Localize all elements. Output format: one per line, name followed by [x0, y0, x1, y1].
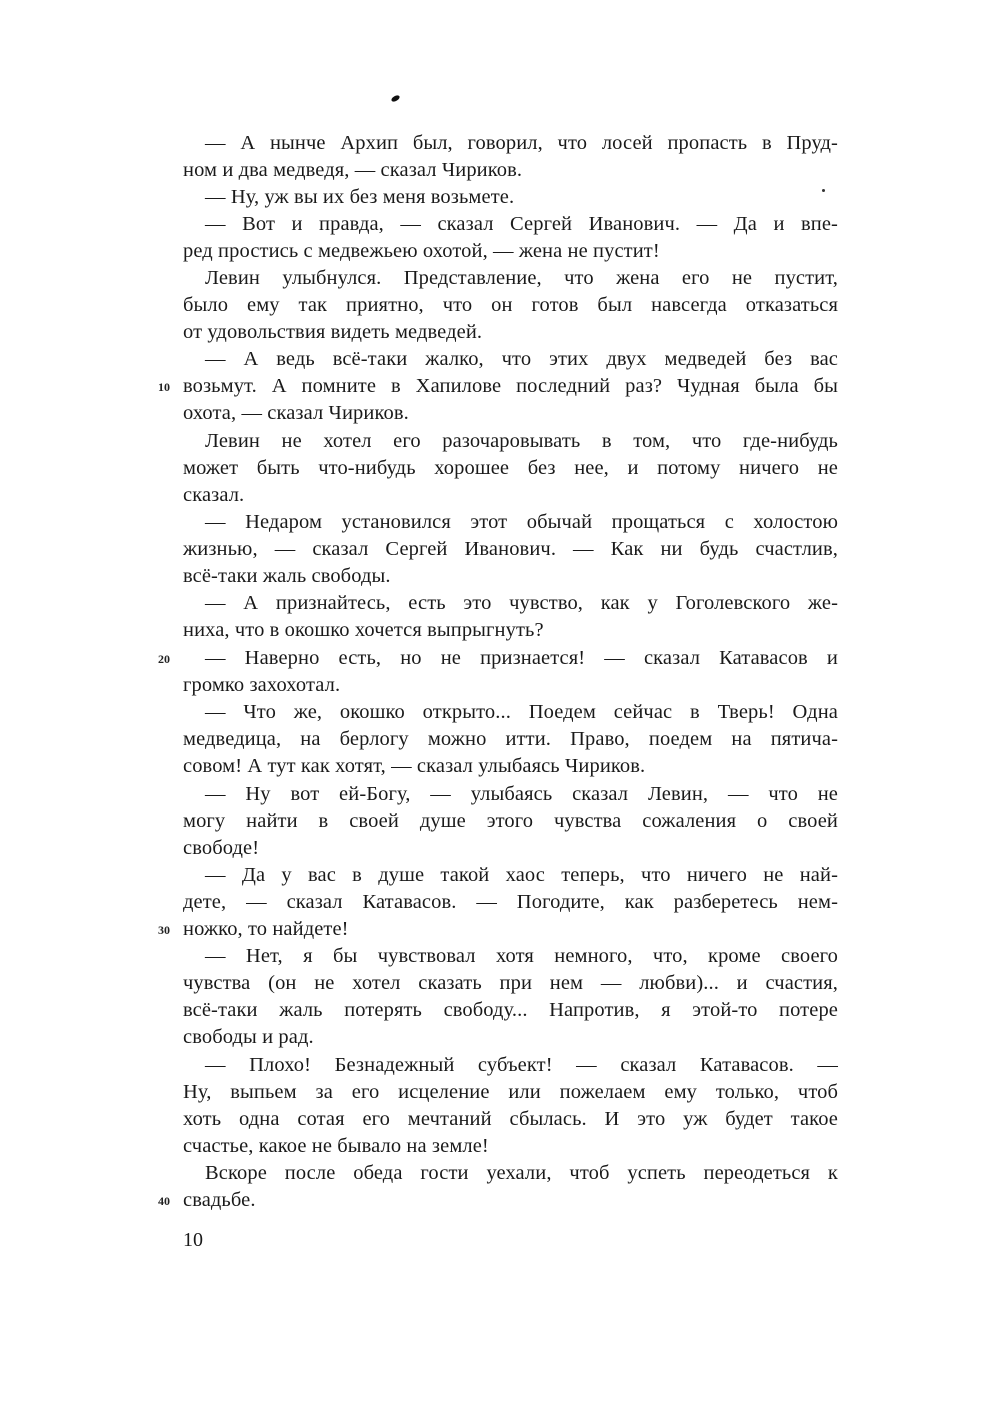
- text-line: — А нынче Архип был, говорил, что лосей пропасть в Пруд-: [205, 132, 838, 154]
- text-line: от удовольствия видеть медведей.: [183, 321, 483, 343]
- text-line: — Недаром установился этот обычай прощаться с холостою: [205, 511, 838, 533]
- text-line: может быть что-нибудь хорошее без нее, и потому ничего не: [183, 457, 838, 479]
- text-line: счастье, какое не бывало на земле!: [183, 1135, 489, 1157]
- text-line: ниха, что в окошко хочется выпрыгнуть?: [183, 619, 544, 641]
- line-number-marker: 40: [158, 1194, 170, 1208]
- text-line: могу найти в своей душе этого чувства сожаления о своей: [183, 810, 838, 832]
- text-line: — Что же, окошко открыто... Поедем сейчас в Тверь! Одна: [205, 701, 838, 723]
- text-line: всё-таки жаль потерять свободу... Напротив, я этой-то потере: [183, 999, 838, 1021]
- text-line: ножко, то найдете!: [183, 918, 349, 940]
- text-line: Ну, выпьем за его исцеление или пожелаем ему только, чтоб: [183, 1081, 838, 1103]
- text-line: Вскоре после обеда гости уехали, чтоб успеть переодеться к: [205, 1162, 838, 1184]
- text-line: Левин улыбнулся. Представление, что жена его не пустит,: [205, 267, 838, 289]
- text-line: охота, — сказал Чириков.: [183, 402, 409, 424]
- text-line: было ему так приятно, что он готов был навсегда отказаться: [183, 294, 838, 316]
- text-line: возьмут. А помните в Хапилове последний раз? Чудная была бы: [183, 375, 838, 397]
- text-line: свободы и рад.: [183, 1026, 314, 1048]
- text-line: — А признайтесь, есть это чувство, как у Гоголевского же-: [205, 592, 838, 614]
- line-number-marker: 30: [158, 923, 170, 937]
- text-line: свободе!: [183, 837, 260, 859]
- text-line: Левин не хотел его разочаровывать в том, что где-нибудь: [205, 430, 838, 452]
- text-line: — Плохо! Безнадежный субъект! — сказал Катавасов. —: [205, 1054, 838, 1076]
- text-line: — Ну вот ей-Богу, — улыбаясь сказал Левин, — что не: [205, 783, 838, 805]
- text-line: сказал.: [183, 484, 245, 506]
- text-line: ред простись с медвежьею охотой, — жена не пустит!: [183, 240, 660, 262]
- ink-mark: [390, 94, 400, 103]
- text-line: жизнью, — сказал Сергей Иванович. — Как ни будь счастлив,: [183, 538, 838, 560]
- text-line: чувства (он не хотел сказать при нем — любви)... и счастия,: [183, 972, 838, 994]
- text-line: — Наверно есть, но не признается! — сказал Катавасов и: [205, 647, 838, 669]
- text-line: — Ну, уж вы их без меня возьмете.: [205, 186, 515, 208]
- text-line: свадьбе.: [183, 1189, 256, 1211]
- text-line: хоть одна сотая его мечтаний сбылась. И это уж будет такое: [183, 1108, 838, 1130]
- text-line: громко захохотал.: [183, 674, 341, 696]
- text-line: — Нет, я бы чувствовал хотя немного, что, кроме своего: [205, 945, 838, 967]
- text-line: совом! А тут как хотят, — сказал улыбаясь Чириков.: [183, 755, 646, 777]
- line-number-marker: 10: [158, 380, 170, 394]
- text-line: — Да у вас в душе такой хаос теперь, что ничего не най-: [205, 864, 838, 886]
- text-line: — Вот и правда, — сказал Сергей Иванович. — Да и впе-: [205, 213, 838, 235]
- text-line: медведица, на берлогу можно итти. Право, поедем на пятича-: [183, 728, 838, 750]
- text-line: ном и два медведя, — сказал Чириков.: [183, 159, 523, 181]
- line-number-marker: 20: [158, 652, 170, 666]
- text-line: дете, — сказал Катавасов. — Погодите, как разберетесь нем-: [183, 891, 838, 913]
- text-line: — А ведь всё-таки жалко, что этих двух медведей без вас: [205, 348, 838, 370]
- text-line: всё-таки жаль свободы.: [183, 565, 391, 587]
- page-number: 10: [183, 1229, 203, 1251]
